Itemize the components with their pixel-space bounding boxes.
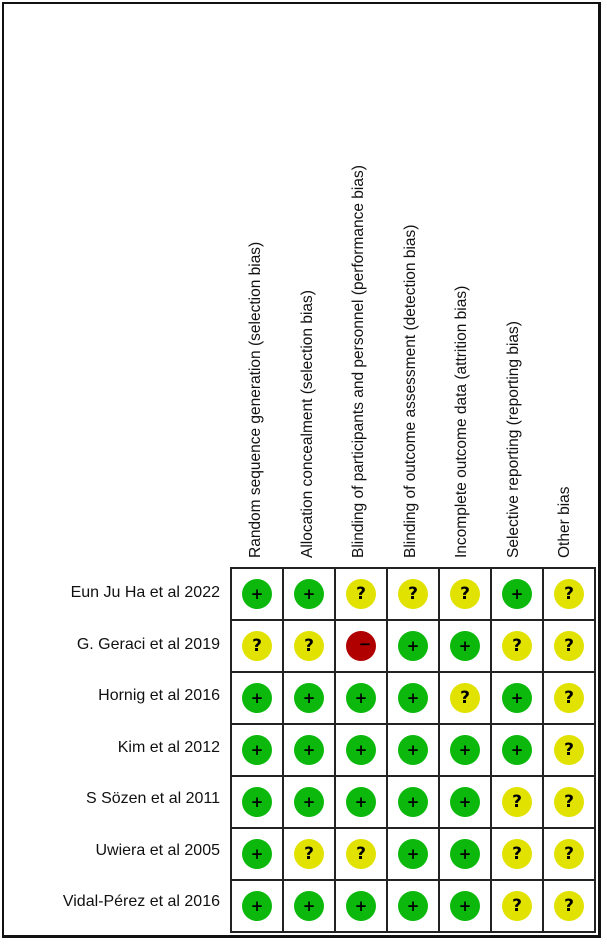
rating-cell: [335, 568, 387, 620]
unclear-risk-question-icon: ?: [242, 631, 272, 661]
rating-cell: [231, 568, 283, 620]
rating-cell: [231, 620, 283, 672]
rating-cell: [335, 776, 387, 828]
low-risk-plus-icon: +: [502, 579, 532, 609]
low-risk-plus-icon: +: [242, 787, 272, 817]
low-risk-plus-icon: +: [450, 631, 480, 661]
rating-cell: [231, 724, 283, 776]
low-risk-plus-icon: +: [242, 839, 272, 869]
study-label: Vidal-Pérez et al 2016: [62, 893, 220, 910]
rating-cell: [231, 672, 283, 724]
domain-header: [230, 0, 592, 560]
table-row: [231, 828, 595, 880]
rating-cell: [335, 828, 387, 880]
study-label: S Sözen et al 2011: [85, 790, 220, 807]
rating-cell: [543, 828, 595, 880]
low-risk-plus-icon: +: [294, 735, 324, 765]
study-label: Kim et al 2012: [117, 738, 220, 756]
low-risk-plus-icon: +: [294, 579, 324, 609]
domain-label-text: Random sequence generation (selection bias): [247, 241, 264, 558]
table-row: [231, 776, 595, 828]
low-risk-plus-icon: +: [450, 735, 480, 765]
rating-cell: [231, 828, 283, 880]
rating-cell: [283, 620, 335, 672]
unclear-risk-question-icon: ?: [346, 579, 376, 609]
rating-cell: [439, 672, 491, 724]
rating-cell: [231, 776, 283, 828]
low-risk-plus-icon: +: [294, 683, 324, 713]
rating-cell: [387, 828, 439, 880]
study-label: Eun Ju Ha et al 2022: [70, 584, 220, 601]
table-row: [231, 620, 595, 672]
rating-cell: [439, 724, 491, 776]
unclear-risk-question-icon: ?: [346, 839, 376, 869]
unclear-risk-question-icon: ?: [294, 631, 324, 661]
study-label: Hornig et al 2016: [98, 687, 220, 704]
domain-label: [505, 18, 525, 558]
rating-cell: [387, 776, 439, 828]
rating-cell: [491, 776, 543, 828]
domain-label-text: Blinding of participants and personnel (performance bias): [350, 165, 367, 558]
rating-cell: [491, 880, 543, 932]
rating-cell: [387, 672, 439, 724]
rating-cell: [439, 828, 491, 880]
rating-cell: [335, 672, 387, 724]
rating-cell: [335, 880, 387, 932]
low-risk-plus-icon: +: [450, 839, 480, 869]
low-risk-plus-icon: +: [398, 891, 428, 921]
rating-cell: [439, 620, 491, 672]
table-row: [231, 568, 595, 620]
domain-label: [299, 18, 319, 558]
table-row: [231, 880, 595, 932]
rating-cell: [543, 672, 595, 724]
rating-cell: [491, 724, 543, 776]
low-risk-plus-icon: +: [346, 891, 376, 921]
rating-cell: [283, 828, 335, 880]
unclear-risk-question-icon: ?: [554, 735, 584, 765]
low-risk-plus-icon: +: [398, 683, 428, 713]
rating-cell: [231, 880, 283, 932]
low-risk-plus-icon: +: [346, 683, 376, 713]
rating-cell: [543, 880, 595, 932]
table-row: [231, 724, 595, 776]
unclear-risk-question-icon: ?: [502, 631, 532, 661]
rating-cell: [543, 568, 595, 620]
rating-cell: [543, 620, 595, 672]
unclear-risk-question-icon: ?: [554, 787, 584, 817]
table-row: [231, 672, 595, 724]
domain-label-text: Selective reporting (reporting bias): [504, 321, 522, 558]
low-risk-plus-icon: +: [398, 735, 428, 765]
low-risk-plus-icon: +: [398, 631, 428, 661]
rating-cell: [543, 776, 595, 828]
rating-cell: [387, 724, 439, 776]
unclear-risk-question-icon: ?: [502, 839, 532, 869]
domain-label: [350, 18, 370, 558]
low-risk-plus-icon: +: [450, 891, 480, 921]
unclear-risk-question-icon: ?: [554, 683, 584, 713]
rating-cell: [543, 724, 595, 776]
low-risk-plus-icon: +: [502, 683, 532, 713]
low-risk-plus-icon: +: [346, 735, 376, 765]
rating-cell: [439, 880, 491, 932]
low-risk-plus-icon: +: [502, 735, 532, 765]
domain-label: [453, 18, 473, 558]
low-risk-plus-icon: +: [294, 787, 324, 817]
unclear-risk-question-icon: ?: [554, 631, 584, 661]
unclear-risk-question-icon: ?: [554, 839, 584, 869]
domain-label: [402, 18, 422, 558]
rating-cell: [387, 880, 439, 932]
unclear-risk-question-icon: ?: [450, 579, 480, 609]
rating-cell: [439, 776, 491, 828]
low-risk-plus-icon: +: [294, 891, 324, 921]
low-risk-plus-icon: +: [398, 839, 428, 869]
rating-cell: [283, 724, 335, 776]
rating-cell: [491, 828, 543, 880]
domain-label: [247, 18, 267, 558]
low-risk-plus-icon: +: [242, 891, 272, 921]
study-label: Uwiera et al 2005: [95, 841, 220, 859]
unclear-risk-question-icon: ?: [398, 579, 428, 609]
domain-label-text: Blinding of outcome assessment (detection bias): [401, 224, 419, 558]
low-risk-plus-icon: +: [242, 579, 272, 609]
rating-cell: [335, 724, 387, 776]
high-risk-minus-icon: −: [346, 631, 376, 661]
rating-cell: [283, 776, 335, 828]
rating-cell: [283, 880, 335, 932]
low-risk-plus-icon: +: [450, 787, 480, 817]
study-label: G. Geraci et al 2019: [76, 635, 220, 653]
low-risk-plus-icon: +: [346, 787, 376, 817]
rating-cell: [491, 672, 543, 724]
unclear-risk-question-icon: ?: [502, 891, 532, 921]
domain-label-text: Incomplete outcome data (attrition bias): [453, 285, 470, 558]
unclear-risk-question-icon: ?: [294, 839, 324, 869]
unclear-risk-question-icon: ?: [554, 891, 584, 921]
rating-cell: [387, 620, 439, 672]
rating-cell: [283, 568, 335, 620]
rating-cell: [439, 568, 491, 620]
domain-label: [556, 18, 576, 558]
rating-cell: [491, 620, 543, 672]
domain-label-text: Allocation concealment (selection bias): [298, 290, 316, 558]
rating-cell: [335, 620, 387, 672]
unclear-risk-question-icon: ?: [554, 579, 584, 609]
low-risk-plus-icon: +: [242, 683, 272, 713]
rating-cell: [387, 568, 439, 620]
unclear-risk-question-icon: ?: [502, 787, 532, 817]
risk-of-bias-grid: [230, 567, 596, 933]
domain-label-text: Other bias: [556, 486, 573, 558]
low-risk-plus-icon: +: [242, 735, 272, 765]
unclear-risk-question-icon: ?: [450, 683, 480, 713]
rating-cell: [283, 672, 335, 724]
rating-cell: [491, 568, 543, 620]
low-risk-plus-icon: +: [398, 787, 428, 817]
